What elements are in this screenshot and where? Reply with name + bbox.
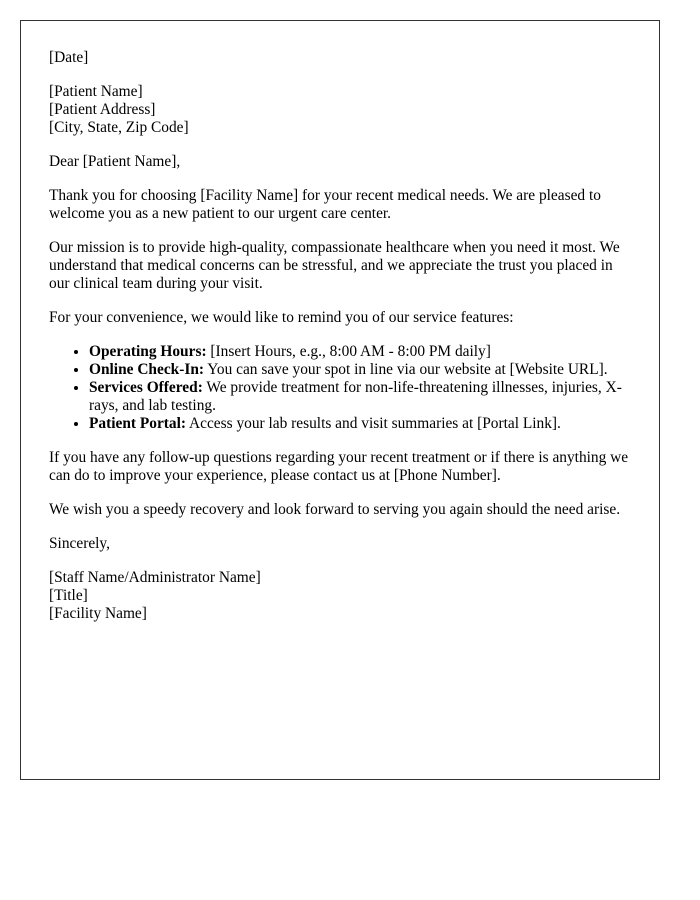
closing: Sincerely,: [49, 535, 110, 552]
salutation: Dear [Patient Name],: [49, 153, 181, 170]
feature-text: You can save your spot in line via our website at [Website URL].: [204, 361, 608, 378]
recipient-address: [Patient Address]: [49, 101, 156, 118]
feature-patient-portal: [89, 415, 631, 433]
signature-facility: [Facility Name]: [49, 605, 147, 622]
paragraph-mission: Our mission is to provide high-quality, compassionate healthcare when you need it most. We understand that medical concerns can be stressful, and we appreciate the trust you placed in our clinical team during your visit.: [49, 239, 620, 292]
feature-text: Access your lab results and visit summaries at [Portal Link].: [186, 415, 561, 432]
signature-title: [Title]: [49, 587, 88, 604]
recipient-name: [Patient Name]: [49, 83, 143, 100]
feature-label: Patient Portal:: [89, 415, 187, 432]
recipient-city-state-zip: [City, State, Zip Code]: [49, 119, 189, 136]
feature-operating-hours: [89, 343, 631, 361]
letter-date: [Date]: [49, 49, 89, 66]
signature-block: [49, 569, 631, 623]
paragraph-wishes: We wish you a speedy recovery and look forward to serving you again should the need arise.: [49, 501, 621, 518]
paragraph-features-intro: For your convenience, we would like to remind you of our service features:: [49, 309, 514, 326]
feature-label: Operating Hours:: [89, 343, 207, 360]
features-list: [49, 343, 631, 433]
feature-services-offered: [89, 379, 631, 415]
feature-text: [Insert Hours, e.g., 8:00 AM - 8:00 PM daily]: [206, 343, 491, 360]
recipient-address-block: [49, 83, 631, 137]
feature-label: Services Offered:: [89, 379, 203, 396]
paragraph-followup: If you have any follow-up questions regarding your recent treatment or if there is anything we can do to improve your experience, please contact us at [Phone Number].: [49, 449, 629, 484]
feature-online-check-in: [89, 361, 631, 379]
letter-page: [20, 20, 660, 780]
signature-name: [Staff Name/Administrator Name]: [49, 569, 261, 586]
paragraph-thanks: Thank you for choosing [Facility Name] for your recent medical needs. We are pleased to welcome you as a new patient to our urgent care center.: [49, 187, 601, 222]
feature-label: Online Check-In:: [89, 361, 205, 378]
feature-text: We provide treatment for non-life-threatening illnesses, injuries, X-rays, and lab testing.: [89, 379, 622, 414]
